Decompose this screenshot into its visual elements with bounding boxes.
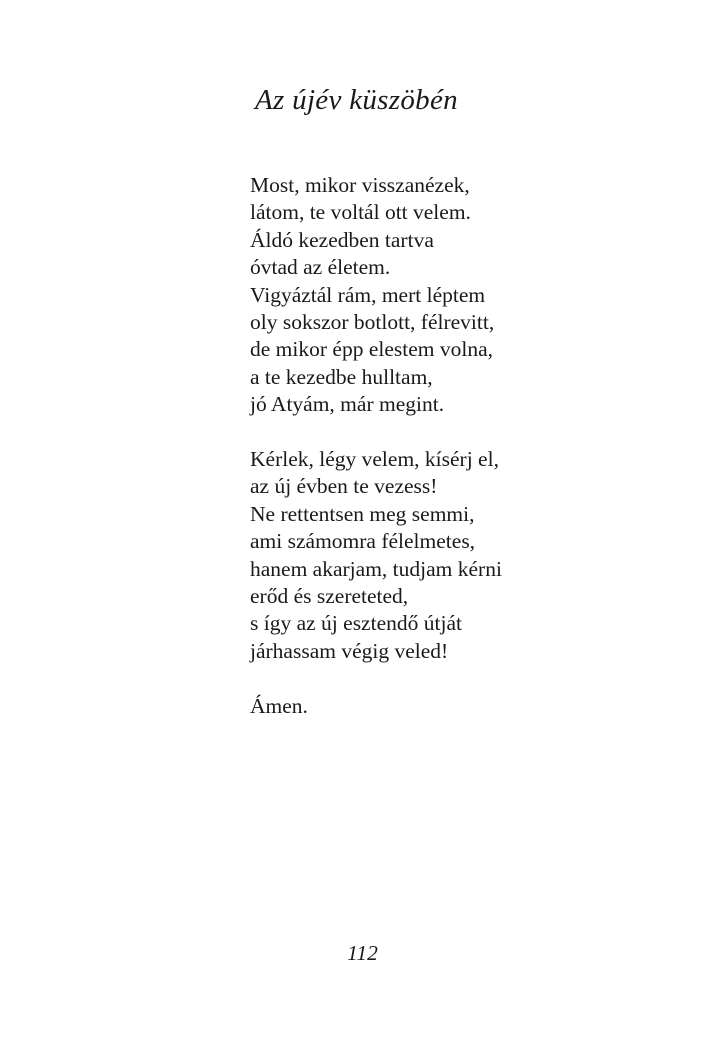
poem-line: Kérlek, légy velem, kísérj el, [250, 447, 499, 472]
poem-line: jó Atyám, már megint. [250, 392, 445, 417]
stanza-2 [250, 446, 670, 665]
poem-line: óvtad az életem. [250, 255, 391, 280]
stanza-1 [250, 172, 670, 419]
poem-line: oly sokszor botlott, félrevitt, [250, 310, 495, 335]
poem-line: ami számomra félelmetes, [250, 529, 476, 554]
poem-line: Most, mikor visszanézek, [250, 173, 470, 197]
poem-line: az új évben te vezess! [250, 474, 438, 499]
poem-line: látom, te voltál ott velem. [250, 200, 471, 225]
stanza-3 [250, 693, 670, 720]
poem-body [250, 172, 670, 747]
poem-line: hanem akarjam, tudjam kérni [250, 556, 502, 581]
poem-line: Ne rettentsen meg semmi, [250, 501, 475, 526]
poem-line: járhassam végig veled! [250, 638, 449, 663]
poem-line: s így az új esztendő útját [250, 611, 462, 636]
poem-line: Áldó kezedben tartva [250, 227, 434, 252]
page-number: 112 [347, 941, 378, 965]
poem-line: a te kezedbe hulltam, [250, 364, 433, 389]
poem-line: Ámen. [250, 693, 308, 718]
poem-line: erőd és szereteted, [250, 584, 409, 609]
poem-line: de mikor épp elestem volna, [250, 337, 493, 362]
poem-title: Az újév küszöbén [255, 84, 458, 116]
poem-line: Vigyáztál rám, mert léptem [250, 282, 486, 307]
